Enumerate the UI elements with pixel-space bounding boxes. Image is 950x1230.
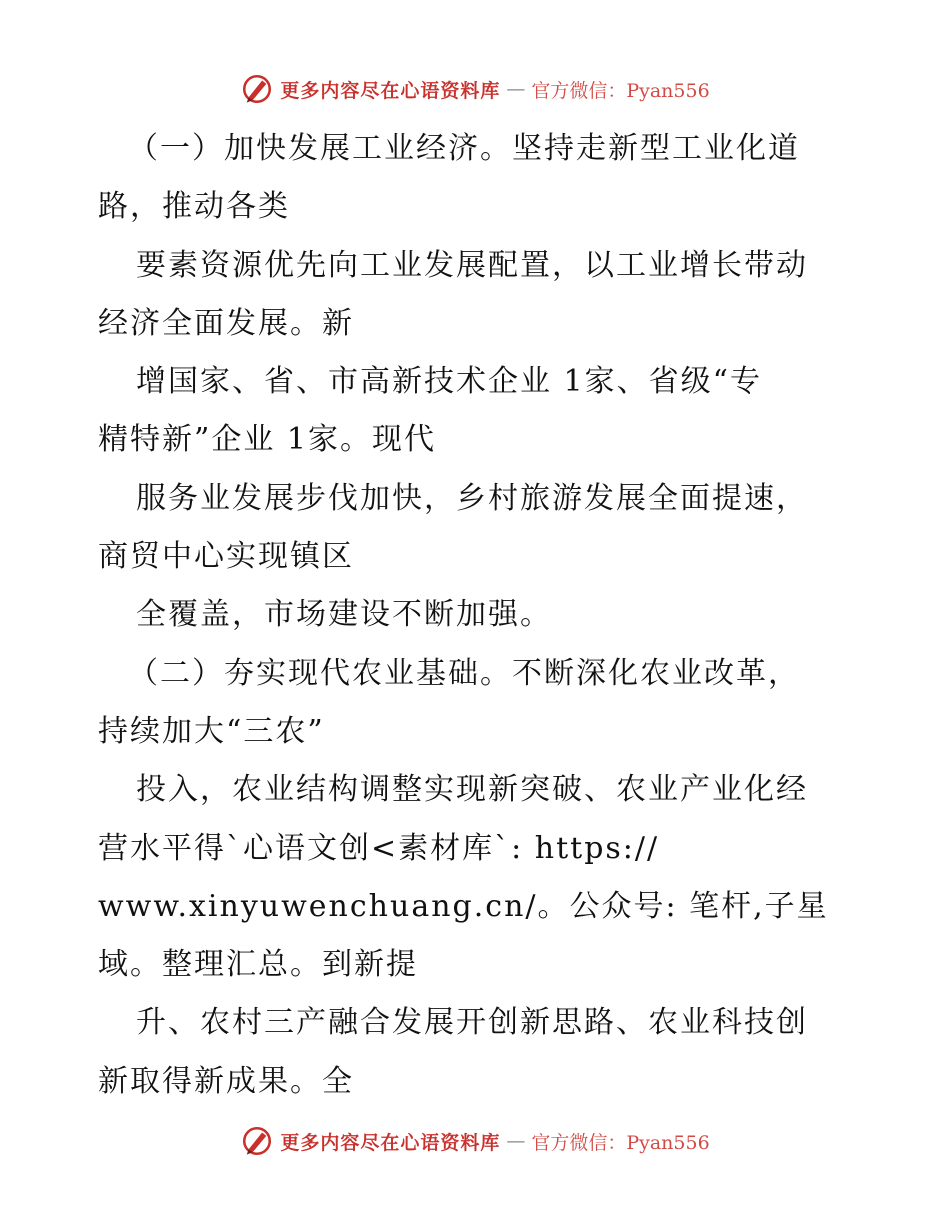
body-line: 经济全面发展。新 <box>98 305 354 341</box>
body-line: 商贸中心实现镇区 <box>98 539 354 575</box>
body-line: 升、农村三产融合发展开创新思路、农业科技创 <box>136 1005 808 1041</box>
body-line: 服务业发展步伐加快，乡村旅游发展全面提速， <box>136 480 808 516</box>
body-line: 投入，农业结构调整实现新突破、农业产业化经 <box>136 772 808 808</box>
body-line: 营水平得`心语文创<素材库`: https:// <box>98 830 660 866</box>
footer-watermark-separator: — <box>506 1130 526 1152</box>
body-line: 持续加大“三农” <box>98 713 325 749</box>
body-line: www.xinyuwenchuang.cn/。公众号: 笔杆,子星 <box>98 888 829 924</box>
header-watermark-contact: 官方微信：Pyan556 <box>531 79 710 102</box>
body-line: 精特新”企业 1家。现代 <box>98 422 436 458</box>
body-line: （二）夯实现代农业基础。不断深化农业改革， <box>128 655 800 691</box>
footer-watermark-text: 更多内容尽在心语资料库 <box>280 1131 501 1154</box>
footer-watermark <box>0 1124 950 1158</box>
body-line: 新取得新成果。全 <box>98 1063 354 1099</box>
pen-logo-icon <box>240 1124 274 1158</box>
body-line: 要素资源优先向工业发展配置，以工业增长带动 <box>136 247 808 283</box>
body-line: 域。整理汇总。到新提 <box>98 947 418 983</box>
body-line: （一）加快发展工业经济。坚持走新型工业化道 <box>128 131 800 166</box>
header-watermark <box>0 72 950 106</box>
footer-watermark-contact: 官方微信：Pyan556 <box>531 1131 710 1154</box>
body-line: 路，推动各类 <box>98 189 290 225</box>
body-line: 增国家、省、市高新技术企业 1家、省级“专 <box>136 364 762 400</box>
document-body <box>98 120 868 1111</box>
pen-logo-icon <box>240 72 274 106</box>
header-watermark-separator: — <box>506 78 526 100</box>
header-watermark-text: 更多内容尽在心语资料库 <box>280 79 501 102</box>
body-line: 全覆盖，市场建设不断加强。 <box>136 597 552 633</box>
